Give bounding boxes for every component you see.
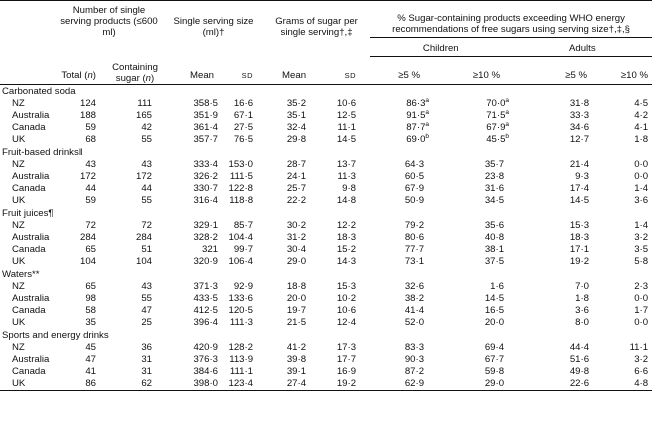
table-row: [0, 183, 652, 195]
country-cell: NZ: [12, 281, 25, 292]
serving-sd-cell: 76·5: [233, 134, 254, 145]
child-ge10-cell: [434, 98, 512, 110]
country-cell: Australia: [12, 232, 50, 243]
containing-cell: 43: [141, 281, 153, 292]
serving-mean-cell: 329·1: [193, 220, 219, 231]
total-cell: 45: [85, 342, 96, 353]
sugar-sd-cell: 18·3: [336, 232, 357, 243]
child-ge10-cell: 38·1: [484, 244, 505, 255]
cell-value: 87·7: [406, 122, 426, 133]
serving-sd-cell: 111·1: [229, 366, 254, 377]
total-cell: 72: [85, 220, 96, 231]
child-ge10-cell: 35·6: [484, 220, 505, 231]
child-ge10-cell: 40·8: [484, 232, 505, 243]
header-sugar-mean: Mean: [263, 57, 320, 85]
child-ge10-cell: 34·5: [484, 195, 505, 206]
adult-ge10-cell: 1·8: [634, 134, 649, 145]
country-cell: NZ: [12, 220, 25, 231]
sugar-sd-cell: 11·1: [337, 122, 357, 133]
significance-superscript: b: [505, 133, 510, 140]
sugar-sd-cell: 9·8: [342, 183, 357, 194]
sugar-mean-cell: 21·5: [286, 317, 307, 328]
header-serving-sd: [220, 57, 263, 85]
adult-ge5-cell: 8·0: [575, 317, 590, 328]
child-ge10-cell: 31·6: [484, 183, 505, 194]
table-row: [0, 342, 652, 354]
serving-mean-cell: 396·4: [193, 317, 219, 328]
sugar-sd-cell: 11·3: [337, 171, 357, 182]
containing-cell: 55: [141, 134, 153, 145]
child-ge10-cell: 29·0: [434, 378, 512, 391]
child-ge5-cell: 67·9: [404, 183, 425, 194]
table-row: [0, 122, 652, 134]
table-row: [0, 159, 652, 171]
significance-superscript: a: [425, 121, 430, 128]
n-italic: n: [87, 70, 93, 81]
adult-ge10-cell: 4·8: [599, 378, 652, 391]
sugar-sd-cell: 14·8: [336, 195, 357, 206]
sugar-sd-cell: 14·5: [336, 134, 357, 145]
header-adults: Adults: [512, 38, 652, 57]
sugar-mean-cell: 39·1: [286, 366, 307, 377]
containing-cell: 44: [141, 183, 153, 194]
country-cell: UK: [12, 195, 26, 206]
total-cell: 172: [79, 171, 96, 182]
cell-value: 69·0: [406, 134, 426, 145]
containing-cell: 55: [141, 195, 153, 206]
sugar-sd-cell: 10·2: [336, 293, 357, 304]
serving-sd-cell: 104·4: [228, 232, 254, 243]
significance-superscript: a: [505, 121, 510, 128]
header-total-label: Total (n): [61, 70, 96, 81]
country-cell: Canada: [12, 244, 46, 255]
section-header-row: [0, 85, 652, 99]
serving-sd-cell: 120·5: [228, 305, 254, 316]
total-cell: 65: [85, 281, 96, 292]
containing-cell: 25: [141, 317, 153, 328]
sugar-mean-cell: 24·1: [286, 171, 307, 182]
header-sugar-sd: [320, 57, 370, 85]
serving-sd-cell: 27·5: [233, 122, 254, 133]
country-cell: Australia: [12, 110, 50, 121]
header-child-ge5: ≥5 %: [370, 57, 434, 85]
containing-cell: 31: [141, 366, 153, 377]
child-ge10-cell: 1·6: [490, 281, 505, 292]
sugar-mean-cell: 31·2: [286, 232, 307, 243]
serving-sd-cell: 92·9: [233, 281, 254, 292]
adult-ge5-cell: 33·3: [569, 110, 590, 121]
table-row: [0, 232, 652, 244]
table-row: [0, 366, 652, 378]
n-italic: n: [145, 73, 151, 84]
containing-cell: 42: [141, 122, 153, 133]
adult-ge10-cell: 4·2: [634, 110, 649, 121]
serving-sd-cell: 113·9: [229, 354, 254, 365]
serving-sd-cell: 111·5: [229, 171, 254, 182]
child-ge5-cell: 77·7: [404, 244, 425, 255]
section-header-row: [0, 268, 652, 281]
table-body: [0, 85, 652, 391]
sugar-sd-cell: 12·4: [336, 317, 357, 328]
header-adult-ge10: ≥10 %: [599, 57, 652, 85]
table-row: [0, 293, 652, 305]
child-ge10-cell: 35·7: [484, 159, 505, 170]
containing-cell: 43: [141, 159, 153, 170]
sugar-mean-cell: 27·4: [263, 378, 320, 391]
table-row: [0, 317, 652, 329]
child-ge10-cell: [434, 122, 512, 134]
containing-cell: 284: [136, 232, 153, 243]
header-counts: Number of single serving products (≤600 ml): [54, 1, 164, 38]
serving-mean-cell: 333·4: [193, 159, 219, 170]
serving-mean-cell: 376·3: [193, 354, 219, 365]
total-cell: 65: [85, 244, 96, 255]
containing-cell: 31: [141, 354, 153, 365]
containing-cell: 51: [141, 244, 153, 255]
sugar-sd-cell: 15·2: [336, 244, 357, 255]
adult-ge10-cell: 3·6: [634, 195, 649, 206]
section-title: Carbonated soda: [2, 85, 76, 97]
section-title: Fruit-based drinks‖: [2, 146, 83, 158]
country-cell: UK: [12, 134, 26, 145]
serving-mean-cell: 320·9: [193, 256, 219, 267]
country-cell: UK: [12, 256, 26, 267]
country-cell: UK: [0, 378, 54, 391]
significance-superscript: a: [505, 97, 510, 104]
adult-ge10-cell: 1·4: [634, 183, 649, 194]
serving-sd-cell: 123·4: [220, 378, 263, 391]
section-title: Fruit juices¶: [2, 207, 54, 219]
header-row-columns: [0, 57, 652, 85]
header-exceeding-who: % Sugar-containing products exceeding WHO energy recommendations of free sugars using serving size†,‡,§: [370, 1, 652, 38]
significance-superscript: b: [425, 133, 430, 140]
containing-cell: 165: [136, 110, 153, 121]
adult-ge5-cell: 3·6: [575, 305, 590, 316]
header-child-ge10: ≥10 %: [434, 57, 512, 85]
table-row: [0, 98, 652, 110]
total-cell: 284: [79, 232, 96, 243]
sugar-mean-cell: 29·0: [286, 256, 307, 267]
header-total: [54, 57, 106, 85]
adult-ge10-cell: 4·1: [634, 122, 649, 133]
country-cell: Canada: [12, 183, 46, 194]
section-header-row: [0, 329, 652, 342]
adult-ge10-cell: 3·5: [634, 244, 649, 255]
serving-sd-cell: 122·8: [228, 183, 254, 194]
header-serving-mean: Mean: [164, 57, 220, 85]
serving-mean-cell: 398·0: [164, 378, 220, 391]
sugar-sd-cell: 17·3: [336, 342, 357, 353]
total-cell: 59: [85, 122, 96, 133]
total-cell: 68: [85, 134, 96, 145]
containing-cell: 47: [141, 305, 153, 316]
header-row-groups: [0, 1, 652, 38]
cell-value: 91·5: [406, 110, 426, 121]
serving-mean-cell: 420·9: [193, 342, 219, 353]
header-children: Children: [370, 38, 512, 57]
sugar-mean-cell: 30·2: [286, 220, 307, 231]
header-containing-label: Containing sugar (n): [112, 62, 158, 84]
child-ge5-cell: 52·0: [404, 317, 425, 328]
sugar-sd-cell: 19·2: [320, 378, 370, 391]
adult-ge5-cell: 14·5: [569, 195, 590, 206]
sugar-mean-cell: 22·2: [286, 195, 307, 206]
containing-cell: 72: [141, 220, 153, 231]
adult-ge5-cell: 22·6: [512, 378, 599, 391]
adult-ge5-cell: 1·8: [575, 293, 590, 304]
adult-ge10-cell: 3·2: [634, 354, 649, 365]
table-row: [0, 305, 652, 317]
table-row: [0, 195, 652, 207]
sugar-mean-cell: 29·8: [286, 134, 307, 145]
total-cell: 86: [54, 378, 106, 391]
sugar-sd-cell: 10·6: [336, 305, 357, 316]
child-ge5-cell: 64·3: [404, 159, 425, 170]
header-adult-ge5: ≥5 %: [512, 57, 599, 85]
country-cell: UK: [12, 317, 26, 328]
child-ge5-cell: 83·3: [404, 342, 425, 353]
significance-superscript: a: [505, 109, 510, 116]
header-serving-size: Single serving size (ml)†: [164, 1, 263, 38]
child-ge10-cell: [434, 110, 512, 122]
adult-ge10-cell: 4·5: [634, 98, 649, 109]
serving-sd-cell: 85·7: [233, 220, 254, 231]
sugar-sd-cell: 10·6: [336, 98, 357, 109]
cell-value: 67·9: [486, 122, 506, 133]
containing-cell: 111: [137, 98, 153, 109]
child-ge5-cell: 80·6: [404, 232, 425, 243]
section-header-row: [0, 146, 652, 159]
total-cell: 104: [79, 256, 96, 267]
serving-mean-cell: 357·7: [193, 134, 219, 145]
adult-ge5-cell: 17·4: [569, 183, 590, 194]
child-ge5-cell: 50·9: [404, 195, 425, 206]
total-cell: 44: [85, 183, 96, 194]
header-sugar-grams: Grams of sugar per single serving†,‡: [263, 1, 370, 38]
child-ge10-cell: 67·7: [484, 354, 505, 365]
sugar-sd-cell: 12·2: [336, 220, 357, 231]
header-row-age: [0, 38, 652, 57]
table-row: [0, 354, 652, 366]
adult-ge10-cell: 0·0: [634, 317, 649, 328]
serving-sd-cell: 99·7: [233, 244, 254, 255]
country-cell: NZ: [12, 159, 25, 170]
child-ge10-cell: 23·8: [484, 171, 505, 182]
serving-mean-cell: 326·2: [193, 171, 219, 182]
table-row: [0, 134, 652, 146]
total-cell: 43: [85, 159, 96, 170]
sugar-mean-cell: 18·8: [286, 281, 307, 292]
country-cell: Australia: [12, 171, 50, 182]
total-cell: 124: [79, 98, 96, 109]
containing-cell: 36: [141, 342, 153, 353]
child-ge10-cell: 69·4: [484, 342, 505, 353]
child-ge5-cell: 87·2: [404, 366, 425, 377]
country-cell: Canada: [12, 305, 46, 316]
adult-ge10-cell: 2·3: [634, 281, 649, 292]
adult-ge5-cell: 44·4: [569, 342, 590, 353]
total-cell: 35: [85, 317, 96, 328]
significance-superscript: a: [425, 97, 430, 104]
country-cell: Canada: [12, 366, 46, 377]
section-title: Sports and energy drinks: [2, 329, 109, 341]
adult-ge5-cell: 51·6: [569, 354, 590, 365]
child-ge10-cell: 16·5: [484, 305, 505, 316]
adult-ge5-cell: 19·2: [569, 256, 590, 267]
header-containing: [106, 57, 164, 85]
cell-value: 71·5: [486, 110, 506, 121]
serving-mean-cell: 358·5: [193, 98, 219, 109]
adult-ge5-cell: 17·1: [569, 244, 590, 255]
child-ge5-cell: [370, 134, 434, 146]
containing-cell: 104: [136, 256, 153, 267]
serving-sd-cell: 118·8: [229, 195, 254, 206]
table-row: [0, 378, 652, 391]
table-row: [0, 244, 652, 256]
sugar-mean-cell: 25·7: [286, 183, 307, 194]
serving-mean-cell: 433·5: [193, 293, 219, 304]
serving-sd-cell: 16·6: [233, 98, 254, 109]
section-title: Waters**: [2, 268, 40, 280]
table-row: [0, 171, 652, 183]
country-cell: Australia: [12, 354, 50, 365]
serving-sd-cell: 111·3: [229, 317, 254, 328]
total-cell: 41: [85, 366, 96, 377]
serving-sd-cell: 67·1: [233, 110, 254, 121]
sugar-mean-cell: 20·0: [286, 293, 307, 304]
sugar-mean-cell: 28·7: [286, 159, 307, 170]
country-cell: NZ: [12, 342, 25, 353]
child-ge5-cell: 32·6: [404, 281, 425, 292]
serving-mean-cell: 328·2: [193, 232, 219, 243]
table-row: [0, 256, 652, 268]
child-ge5-cell: 41·4: [404, 305, 425, 316]
serving-mean-cell: 351·9: [193, 110, 219, 121]
adult-ge10-cell: 3·2: [634, 232, 649, 243]
adult-ge10-cell: 1·4: [634, 220, 649, 231]
significance-superscript: a: [425, 109, 430, 116]
child-ge5-cell: 38·2: [404, 293, 425, 304]
adult-ge5-cell: 18·3: [569, 232, 590, 243]
adult-ge10-cell: 11·1: [629, 342, 649, 353]
cell-value: 70·0: [486, 98, 506, 109]
child-ge5-cell: 62·9: [370, 378, 434, 391]
country-cell: Canada: [12, 122, 46, 133]
sugar-mean-cell: 35·2: [286, 98, 307, 109]
total-cell: 58: [85, 305, 96, 316]
serving-sd-cell: 106·4: [228, 256, 254, 267]
adult-ge5-cell: 31·8: [569, 98, 590, 109]
child-ge5-cell: 90·3: [404, 354, 425, 365]
adult-ge5-cell: 15·3: [569, 220, 590, 231]
adult-ge5-cell: 9·3: [575, 171, 590, 182]
serving-sd-cell: 133·6: [228, 293, 254, 304]
child-ge10-cell: 14·5: [484, 293, 505, 304]
country-cell: Australia: [12, 293, 50, 304]
containing-cell: 55: [141, 293, 153, 304]
serving-sd-cell: 128·2: [228, 342, 254, 353]
sugar-sd-cell: 15·3: [336, 281, 357, 292]
sugar-mean-cell: 30·4: [286, 244, 307, 255]
adult-ge10-cell: 0·0: [634, 171, 649, 182]
adult-ge10-cell: 0·0: [634, 159, 649, 170]
sugar-mean-cell: 41·2: [286, 342, 307, 353]
child-ge5-cell: 79·2: [404, 220, 425, 231]
section-header-row: [0, 207, 652, 220]
child-ge5-cell: 73·1: [404, 256, 425, 267]
adult-ge10-cell: 0·0: [634, 293, 649, 304]
serving-mean-cell: 330·7: [193, 183, 219, 194]
sugar-sd-cell: 16·9: [336, 366, 357, 377]
table-row: [0, 220, 652, 232]
table-row: [0, 281, 652, 293]
sugar-sd-cell: 14·3: [336, 256, 357, 267]
header-serving-sd-label: SD: [241, 71, 254, 80]
child-ge5-cell: 60·5: [404, 171, 425, 182]
sugar-sd-cell: 13·7: [336, 159, 357, 170]
total-cell: 98: [85, 293, 96, 304]
sugar-sd-cell: 12·5: [336, 110, 357, 121]
sugar-sd-cell: 17·7: [336, 354, 357, 365]
cell-value: 45·5: [486, 134, 506, 145]
sugar-mean-cell: 19·7: [286, 305, 307, 316]
child-ge10-cell: 20·0: [484, 317, 505, 328]
adult-ge5-cell: 12·7: [569, 134, 590, 145]
adult-ge5-cell: 7·0: [575, 281, 590, 292]
sugar-mean-cell: 35·1: [286, 110, 307, 121]
serving-mean-cell: 412·5: [193, 305, 219, 316]
child-ge10-cell: [434, 134, 512, 146]
total-cell: 47: [85, 354, 96, 365]
adult-ge10-cell: 6·6: [634, 366, 649, 377]
serving-mean-cell: 384·6: [193, 366, 219, 377]
serving-mean-cell: 371·3: [193, 281, 219, 292]
serving-mean-cell: 316·4: [193, 195, 219, 206]
child-ge10-cell: 37·5: [484, 256, 505, 267]
adult-ge10-cell: 5·8: [634, 256, 649, 267]
cell-value: 86·3: [406, 98, 426, 109]
header-sugar-sd-label: SD: [344, 71, 357, 80]
containing-cell: 172: [136, 171, 153, 182]
total-cell: 188: [79, 110, 96, 121]
table-row: [0, 110, 652, 122]
serving-mean-cell: 361·4: [193, 122, 219, 133]
adult-ge5-cell: 49·8: [569, 366, 590, 377]
child-ge10-cell: 59·8: [484, 366, 505, 377]
adult-ge10-cell: 1·7: [634, 305, 649, 316]
sugar-mean-cell: 32·4: [286, 122, 307, 133]
sugar-mean-cell: 39·8: [286, 354, 307, 365]
containing-cell: 62: [106, 378, 164, 391]
serving-mean-cell: 321: [202, 244, 219, 255]
adult-ge5-cell: 34·6: [569, 122, 590, 133]
country-cell: NZ: [12, 98, 25, 109]
total-cell: 59: [85, 195, 96, 206]
serving-sd-cell: 153·0: [228, 159, 254, 170]
adult-ge5-cell: 21·4: [569, 159, 590, 170]
